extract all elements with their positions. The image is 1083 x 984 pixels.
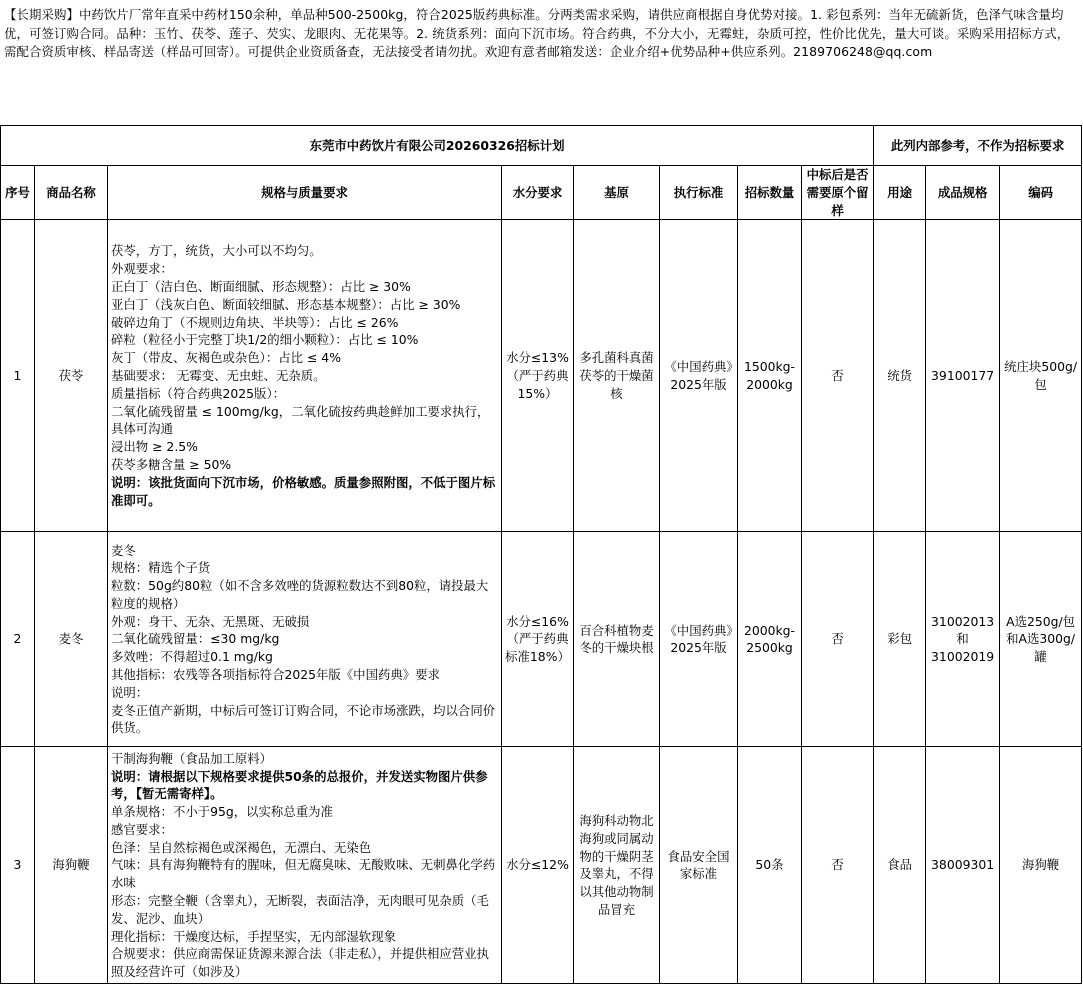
cell-code: 海狗鞭 xyxy=(1000,747,1082,984)
cell-origin: 海狗科动物北海狗或同属动物的干燥阴茎及睾丸，不得以其他动物制品冒充 xyxy=(574,747,660,984)
header-code: 编码 xyxy=(1000,166,1082,220)
spec-line: 规格：精选个子货 xyxy=(111,560,211,576)
spec-line: 色泽：呈自然棕褐色或深褐色，无漂白、无染色 xyxy=(111,839,372,855)
cell-standard: 《中国药典》2025年版 xyxy=(660,220,738,532)
cell-qty: 1500kg-2000kg xyxy=(738,220,802,532)
spec-line: 麦冬正值产新期，中标后可签订订购合同，不论市场涨跌，均以合同价供货。 xyxy=(111,702,496,736)
cell-use: 彩包 xyxy=(874,532,926,747)
header-use: 用途 xyxy=(874,166,926,220)
cell-product-spec: 31002013和31002019 xyxy=(926,532,1000,747)
spec-line: 气味：具有海狗鞭特有的腥味，但无腐臭味、无酸败味、无刺鼻化学药水味 xyxy=(111,857,496,891)
spec-line: 外观要求： xyxy=(111,261,173,277)
header-qty: 招标数量 xyxy=(738,166,802,220)
header-origin: 基原 xyxy=(574,166,660,220)
spec-line: 干制海狗鞭（食品加工原料） xyxy=(111,750,273,766)
header-moisture: 水分要求 xyxy=(502,166,574,220)
cell-sample: 否 xyxy=(802,747,874,984)
cell-spec xyxy=(108,220,502,532)
spec-note-bold: 说明：该批货面向下沉市场，价格敏感。质量参照附图，不低于图片标准即可。 xyxy=(111,474,496,508)
header-no: 序号 xyxy=(1,166,35,220)
spec-line: 多效唑：不得超过0.1 mg/kg xyxy=(111,649,273,665)
header-name: 商品名称 xyxy=(35,166,108,220)
spec-line: 正白丁（洁白色、断面细腻、形态规整）：占比 ≥ 30% xyxy=(111,279,411,294)
spec-line: 基础要求： 无霉变、无虫蛀、无杂质。 xyxy=(111,367,326,383)
header-product-spec: 成品规格 xyxy=(926,166,1000,220)
spec-line: 合规要求：供应商需保证货源来源合法（非走私），并提供相应营业执照及经营许可（如涉及） xyxy=(111,946,489,980)
table-row xyxy=(1,532,1082,747)
cell-no: 3 xyxy=(1,747,35,984)
table-row xyxy=(1,220,1082,532)
cell-name: 麦冬 xyxy=(35,532,108,747)
cell-origin: 百合科植物麦冬的干燥块根 xyxy=(574,532,660,747)
cell-name: 海狗鞭 xyxy=(35,747,108,984)
spec-line: 其他指标：农残等各项指标符合2025年版《中国药典》要求 xyxy=(111,667,440,683)
cell-moisture: 水分≤12% xyxy=(502,747,574,984)
cell-no: 1 xyxy=(1,220,35,532)
cell-standard: 食品安全国家标准 xyxy=(660,747,738,984)
spec-line: 感官要求： xyxy=(111,821,173,837)
header-spec: 规格与质量要求 xyxy=(108,166,502,220)
cell-spec xyxy=(108,747,502,984)
internal-note: 此列内部参考，不作为招标要求 xyxy=(874,126,1082,166)
cell-use: 食品 xyxy=(874,747,926,984)
spec-line: 茯苓，方丁，统货，大小可以不均匀。 xyxy=(111,243,322,259)
cell-moisture: 水分≤13%（严于药典15%） xyxy=(502,220,574,532)
procurement-notice: 【长期采购】中药饮片厂常年直采中药材150余种，单品种500-2500kg，符合2025版药典标准。分两类需求采购，请供应商根据自身优势对接。1. 彩包系列：当年无硫新货，色泽气味含量均优，可签订购合同。品种：玉竹、茯苓、莲子、芡实、龙眼肉、无花果等。2. 统货系列：面向下沉市场。符合药典，不分大小，无霉蛀，杂质可控，性价比优先，量大可谈。采购采用招标方式，需配合资质审核、样品寄送（样品可回寄）。可提供企业资质备查，无法接受者请勿扰。欢迎有意者邮箱发送：企业介绍+优势品种+供应系列。2189706248@qq.com xyxy=(4,7,1070,60)
header-standard: 执行标准 xyxy=(660,166,738,220)
spec-line: 粒数：50g约80粒（如不含多效唑的货源粒数达不到80粒，请投最大粒度的规格） xyxy=(111,578,489,611)
spec-line: 碎粒（粒径小于完整丁块1/2的细小颗粒）：占比 ≤ 10% xyxy=(111,332,419,348)
cell-moisture: 水分≤16%（严于药典标准18%） xyxy=(502,532,574,747)
cell-code: A选250g/包和A选300g/罐 xyxy=(1000,532,1082,747)
cell-code: 统庄块500g/包 xyxy=(1000,220,1082,532)
spec-line: 外观：身干、无杂、无黑斑、无破损 xyxy=(111,613,310,629)
spec-note-bold: 说明：请根据以下规格要求提供50条的总报价，并发送实物图片供参考，【暂无需寄样】。 xyxy=(111,768,488,802)
cell-name: 茯苓 xyxy=(35,220,108,532)
cell-product-spec: 39100177 xyxy=(926,220,1000,532)
cell-use: 统货 xyxy=(874,220,926,532)
cell-qty: 2000kg-2500kg xyxy=(738,532,802,747)
cell-spec xyxy=(108,532,502,747)
cell-standard: 《中国药典》2025年版 xyxy=(660,532,738,747)
spec-line: 说明： xyxy=(111,684,149,700)
spec-line: 二氧化硫残留量 ≤ 100mg/kg，二氧化硫按药典趁鲜加工要求执行，具体可沟通 xyxy=(111,403,490,437)
spec-line: 单条规格：不小于95g，以实称总重为准 xyxy=(111,804,333,820)
spec-line: 麦冬 xyxy=(111,542,136,558)
spec-line: 浸出物 ≥ 2.5% xyxy=(111,439,198,455)
spec-line: 理化指标：干燥度达标，手捏坚实，无内部湿软现象 xyxy=(111,928,396,944)
cell-product-spec: 38009301 xyxy=(926,747,1000,984)
spec-line: 灰丁（带皮、灰褐色或杂色）：占比 ≤ 4% xyxy=(111,350,341,366)
spec-line: 二氧化硫残留量：≤30 mg/kg xyxy=(111,631,280,647)
table-row xyxy=(1,747,1082,984)
spec-line: 质量指标（符合药典2025版）： xyxy=(111,385,286,401)
table-title: 东莞市中药饮片有限公司20260326招标计划 xyxy=(1,126,874,166)
spec-line: 形态：完整全鞭（含睾丸），无断裂，表面洁净，无肉眼可见杂质（毛发、泥沙、血块） xyxy=(111,893,489,926)
spec-line: 破碎边角丁（不规则边角块、半块等）：占比 ≤ 26% xyxy=(111,314,399,330)
cell-no: 2 xyxy=(1,532,35,747)
header-sample: 中标后是否需要原个留样 xyxy=(802,166,874,220)
tender-plan-table xyxy=(0,125,1082,984)
cell-sample: 否 xyxy=(802,220,874,532)
cell-origin: 多孔菌科真菌茯苓的干燥菌核 xyxy=(574,220,660,532)
spec-line: 亚白丁（浅灰白色、断面较细腻、形态基本规整）：占比 ≥ 30% xyxy=(111,296,461,312)
cell-sample: 否 xyxy=(802,532,874,747)
cell-qty: 50条 xyxy=(738,747,802,984)
spec-line: 茯苓多糖含量 ≥ 50% xyxy=(111,456,232,472)
